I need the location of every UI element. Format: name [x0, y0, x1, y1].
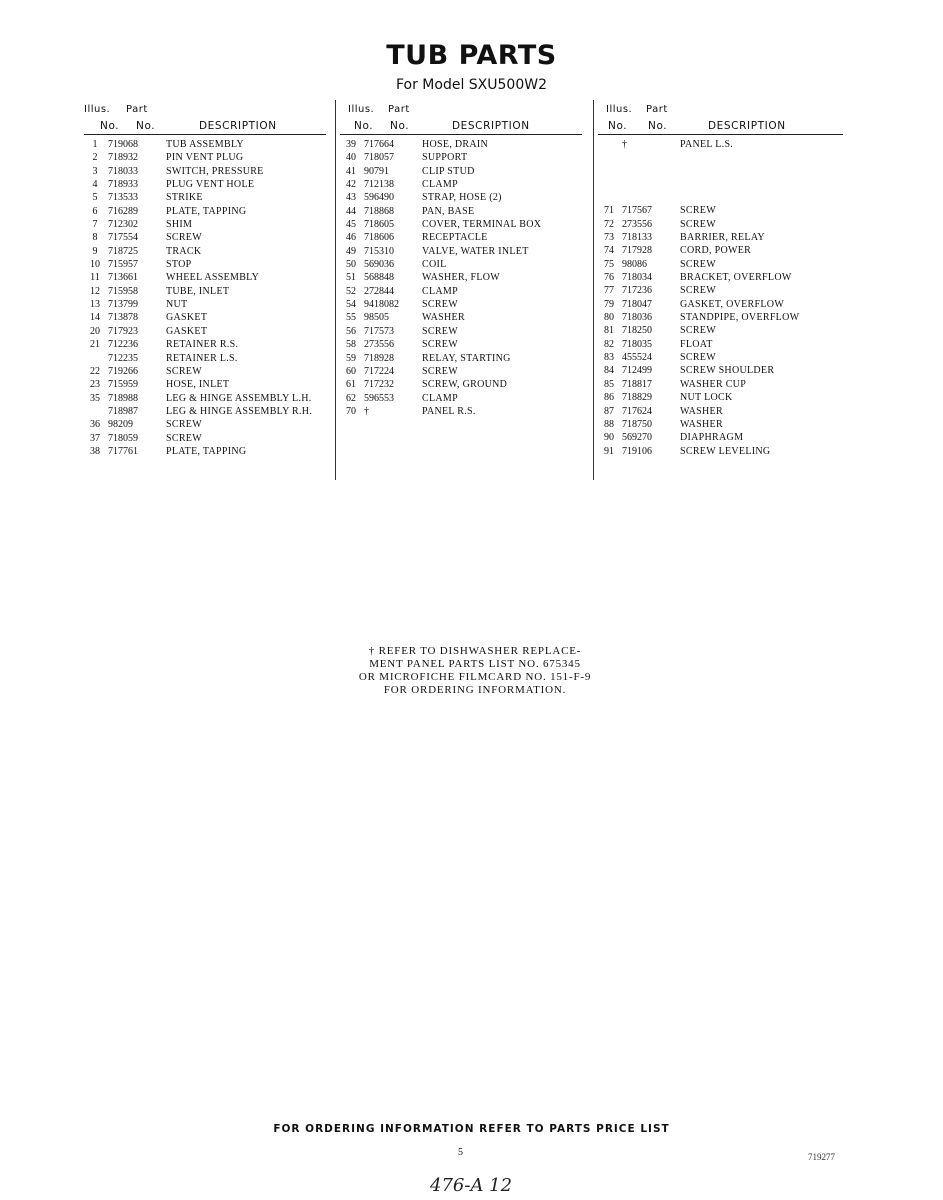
part-number: 717236 [622, 285, 652, 297]
header-row-top [598, 104, 843, 117]
table-row [84, 192, 326, 205]
table-row [84, 312, 326, 325]
part-number: 718829 [622, 392, 652, 404]
illus-number: 91 [604, 445, 614, 457]
part-number: 568848 [364, 272, 394, 284]
part-number: 717624 [622, 405, 652, 417]
illus-number: 71 [604, 205, 614, 217]
part-description: CLAMP [422, 179, 458, 191]
part-number: 718725 [108, 245, 138, 257]
part-number: 272844 [364, 285, 394, 297]
illus-number: 44 [346, 205, 356, 217]
part-number: 717664 [364, 139, 394, 150]
part-description: SCREW [422, 325, 458, 337]
table-row [598, 139, 843, 152]
table-row [84, 152, 326, 165]
replacement-panel-note [300, 645, 650, 697]
table-row [340, 179, 582, 192]
part-number: 718059 [108, 432, 138, 444]
illus-number: 45 [346, 219, 356, 231]
part-number: 718868 [364, 205, 394, 217]
illus-number: 73 [604, 232, 614, 244]
table-row [340, 166, 582, 179]
part-number: 717232 [364, 379, 394, 391]
part-description: WASHER [680, 405, 723, 417]
part-description: SHIM [166, 219, 193, 231]
header-no-illus: No. [100, 120, 120, 132]
part-description: BARRIER, RELAY [680, 232, 765, 244]
part-number: 713878 [108, 312, 138, 324]
part-number: 569270 [622, 432, 652, 444]
table-row [84, 246, 326, 259]
table-row [84, 286, 326, 299]
part-number: 717923 [108, 325, 138, 337]
table-row [598, 406, 843, 419]
table-row [84, 206, 326, 219]
part-number: 718750 [622, 418, 652, 430]
part-number: 98505 [364, 312, 389, 324]
header-no-illus: No. [354, 120, 374, 132]
part-description: STRIKE [166, 192, 203, 204]
part-description: RELAY, STARTING [422, 352, 511, 364]
header-part: Part [126, 104, 148, 115]
part-description: STRAP, HOSE (2) [422, 192, 502, 204]
illus-number: 84 [604, 365, 614, 377]
part-description: SCREW [680, 285, 716, 297]
part-description: SCREW [166, 432, 202, 444]
part-description: GASKET [166, 312, 208, 324]
part-number: † [364, 405, 369, 417]
table-row [84, 353, 326, 366]
table-row [84, 326, 326, 339]
part-number: 718988 [108, 392, 138, 404]
illus-number: 8 [92, 232, 98, 244]
table-row [340, 192, 582, 205]
illus-number: 20 [90, 325, 100, 337]
part-number: 718987 [108, 405, 138, 417]
part-description: CLIP STUD [422, 165, 475, 177]
illus-number: 90 [604, 432, 614, 444]
part-number: 455524 [622, 352, 652, 364]
illus-number: 80 [604, 312, 614, 324]
illus-number: 11 [90, 272, 100, 284]
part-number: 712138 [364, 179, 394, 191]
part-description: TUBE, INLET [166, 285, 230, 297]
part-description: GASKET [166, 325, 208, 337]
table-row [598, 419, 843, 432]
header-no-part: No. [136, 120, 156, 132]
table-row [598, 312, 843, 325]
illus-number: 14 [90, 312, 100, 324]
part-number: † [622, 139, 627, 150]
table-row [84, 339, 326, 352]
illus-number: 13 [90, 299, 100, 311]
part-description: SCREW [166, 419, 202, 431]
part-number: 715957 [108, 259, 138, 271]
illus-number: 3 [92, 165, 98, 177]
table-row [84, 166, 326, 179]
table-row [340, 299, 582, 312]
illus-number: 41 [346, 165, 356, 177]
part-description: SCREW [422, 365, 458, 377]
illus-number: 61 [346, 379, 356, 391]
part-number: 718033 [108, 165, 138, 177]
part-number: 596490 [364, 192, 394, 204]
part-description: LEG & HINGE ASSEMBLY L.H. [166, 392, 312, 404]
document-number: 719277 [808, 1152, 835, 1162]
parts-list-3-top [598, 139, 843, 152]
illus-number: 81 [604, 325, 614, 337]
parts-column-2 [340, 104, 582, 419]
table-row [340, 286, 582, 299]
part-number: 718047 [622, 298, 652, 310]
part-description: COIL [422, 259, 447, 271]
part-number: 718817 [622, 378, 652, 390]
part-description: SCREW, GROUND [422, 379, 508, 391]
header-row-bottom [84, 117, 326, 135]
illus-number: 2 [92, 152, 98, 164]
model-subtitle: For Model SXU500W2 [395, 77, 547, 93]
part-description: RETAINER R.S. [166, 339, 239, 351]
part-description: HOSE, DRAIN [422, 139, 489, 150]
part-number: 713533 [108, 192, 138, 204]
illus-number: 35 [90, 392, 100, 404]
header-row-top [84, 104, 326, 117]
illus-number: 4 [92, 179, 98, 191]
header-no-part: No. [648, 120, 668, 132]
illus-number: 88 [604, 418, 614, 430]
part-number: 9418082 [364, 299, 399, 311]
table-row [84, 139, 326, 152]
illus-number: 49 [346, 245, 356, 257]
part-number: 98209 [108, 419, 133, 431]
part-description: SCREW [422, 299, 458, 311]
table-row [598, 325, 843, 338]
illus-number: 10 [90, 259, 100, 271]
part-description: TRACK [166, 245, 202, 257]
illus-number: 43 [346, 192, 356, 204]
table-row [340, 353, 582, 366]
part-description: SCREW [680, 258, 716, 270]
table-row [84, 179, 326, 192]
part-description: WHEEL ASSEMBLY [166, 272, 260, 284]
part-description: PANEL L.S. [680, 139, 734, 150]
illus-number: 9 [92, 245, 98, 257]
part-number: 712302 [108, 219, 138, 231]
part-description: WASHER CUP [680, 378, 747, 390]
table-row [598, 285, 843, 298]
part-number: 718035 [622, 338, 652, 350]
part-description: WASHER [680, 418, 723, 430]
header-part: Part [646, 104, 668, 115]
header-row-bottom [598, 117, 843, 135]
illus-number: 21 [90, 339, 100, 351]
header-description: DESCRIPTION [199, 120, 277, 132]
table-row [84, 272, 326, 285]
part-number: 718606 [364, 232, 394, 244]
part-description: PLUG VENT HOLE [166, 179, 255, 191]
table-row [340, 232, 582, 245]
note-line: FOR ORDERING INFORMATION. [383, 684, 567, 696]
part-number: 717761 [108, 445, 138, 457]
illus-number: 54 [346, 299, 356, 311]
illus-number: 82 [604, 338, 614, 350]
illus-number: 59 [346, 352, 356, 364]
header-no-illus: No. [608, 120, 628, 132]
table-row [84, 406, 326, 419]
part-number: 716289 [108, 205, 138, 217]
illus-number: 60 [346, 365, 356, 377]
illus-number: 7 [92, 219, 98, 231]
illus-number: 42 [346, 179, 356, 191]
table-row [340, 152, 582, 165]
part-number: 717224 [364, 365, 394, 377]
part-number: 712236 [108, 339, 138, 351]
part-description: SCREW [680, 205, 716, 217]
table-row [84, 379, 326, 392]
part-number: 718928 [364, 352, 394, 364]
table-row [340, 259, 582, 272]
table-row [84, 259, 326, 272]
part-description: CLAMP [422, 392, 458, 404]
table-row [598, 379, 843, 392]
illus-number: 75 [604, 258, 614, 270]
table-row [340, 139, 582, 152]
illus-number: 23 [90, 379, 100, 391]
illus-number: 6 [92, 205, 98, 217]
part-description: SCREW SHOULDER [680, 365, 775, 377]
part-description: PLATE, TAPPING [166, 205, 247, 217]
table-row [598, 245, 843, 258]
table-row [598, 259, 843, 272]
part-description: STANDPIPE, OVERFLOW [680, 312, 800, 324]
illus-number: 76 [604, 272, 614, 284]
part-description: WASHER, FLOW [422, 272, 501, 284]
part-description: PAN, BASE [422, 205, 475, 217]
illus-number: 46 [346, 232, 356, 244]
part-description: FLOAT [680, 338, 713, 350]
part-number: 717567 [622, 205, 652, 217]
illus-number: 12 [90, 285, 100, 297]
header-illus: Illus. [606, 104, 633, 115]
part-description: PIN VENT PLUG [166, 152, 244, 164]
part-number: 718932 [108, 152, 138, 164]
table-row [598, 205, 843, 218]
parts-list-2 [340, 139, 582, 419]
part-number: 715958 [108, 285, 138, 297]
table-row [340, 339, 582, 352]
part-description: SCREW [422, 339, 458, 351]
part-number: 713661 [108, 272, 138, 284]
part-number: 596553 [364, 392, 394, 404]
part-description: SWITCH, PRESSURE [166, 165, 264, 177]
table-row [598, 365, 843, 378]
header-row-top [340, 104, 582, 117]
table-row [340, 272, 582, 285]
column-divider-2 [593, 100, 594, 480]
table-row [598, 219, 843, 232]
header-illus: Illus. [348, 104, 375, 115]
illus-number: 77 [604, 285, 614, 297]
parts-list-1 [84, 139, 326, 459]
header-part: Part [388, 104, 410, 115]
column-divider-1 [335, 100, 336, 480]
illus-number: 79 [604, 298, 614, 310]
part-description: NUT LOCK [680, 392, 733, 404]
part-description: COVER, TERMINAL BOX [422, 219, 542, 231]
illus-number: 52 [346, 285, 356, 297]
table-row [340, 326, 582, 339]
part-description: RETAINER L.S. [166, 352, 238, 364]
part-description: PANEL R.S. [422, 405, 476, 417]
illus-number: 5 [92, 192, 98, 204]
header-description: DESCRIPTION [452, 120, 530, 132]
table-row [340, 379, 582, 392]
table-row [598, 352, 843, 365]
part-number: 719068 [108, 139, 138, 150]
part-number: 718605 [364, 219, 394, 231]
illus-number: 70 [346, 405, 356, 417]
table-row [84, 299, 326, 312]
part-description: CLAMP [422, 285, 458, 297]
illus-number: 55 [346, 312, 356, 324]
part-description: LEG & HINGE ASSEMBLY R.H. [166, 405, 313, 417]
part-description: BRACKET, OVERFLOW [680, 272, 792, 284]
part-description: TUB ASSEMBLY [166, 139, 244, 150]
part-description: RECEPTACLE [422, 232, 488, 244]
illus-number: 86 [604, 392, 614, 404]
part-description: VALVE, WATER INLET [422, 245, 529, 257]
part-number: 717554 [108, 232, 138, 244]
parts-list-3 [598, 205, 843, 459]
part-description: SCREW [680, 352, 716, 364]
part-number: 273556 [364, 339, 394, 351]
part-number: 569036 [364, 259, 394, 271]
table-row [598, 232, 843, 245]
part-number: 717928 [622, 245, 652, 257]
part-number: 273556 [622, 218, 652, 230]
table-row [598, 272, 843, 285]
part-number: 713799 [108, 299, 138, 311]
table-row [598, 299, 843, 312]
part-number: 718034 [622, 272, 652, 284]
illus-number: 40 [346, 152, 356, 164]
note-line: OR MICROFICHE FILMCARD NO. 151-F-9 [358, 671, 592, 683]
illus-number: 51 [346, 272, 356, 284]
header-description: DESCRIPTION [708, 120, 786, 132]
part-number: 719266 [108, 365, 138, 377]
part-number: 715959 [108, 379, 138, 391]
illus-number: 83 [604, 352, 614, 364]
illus-number: 36 [90, 419, 100, 431]
header-illus: Illus. [84, 104, 111, 115]
handwritten-annotation: 476-A 12 [430, 1175, 513, 1196]
part-number: 90791 [364, 165, 389, 177]
part-number: 718133 [622, 232, 652, 244]
part-description: SCREW [680, 218, 716, 230]
parts-column-1 [84, 104, 326, 459]
ordering-footer: FOR ORDERING INFORMATION REFER TO PARTS PRICE LIST [273, 1123, 670, 1135]
illus-number: 85 [604, 378, 614, 390]
illus-number: 74 [604, 245, 614, 257]
part-description: GASKET, OVERFLOW [680, 298, 785, 310]
table-row [340, 406, 582, 419]
part-number: 718036 [622, 312, 652, 324]
table-row [84, 393, 326, 406]
part-number: 718933 [108, 179, 138, 191]
illus-number: 37 [90, 432, 100, 444]
note-line: † REFER TO DISHWASHER REPLACE- [368, 645, 582, 657]
table-row [598, 339, 843, 352]
table-row [340, 206, 582, 219]
part-description: SCREW [166, 365, 202, 377]
table-row [340, 393, 582, 406]
part-description: SUPPORT [422, 152, 468, 164]
part-description: STOP [166, 259, 192, 271]
illus-number: 1 [92, 139, 98, 150]
part-number: 715310 [364, 245, 394, 257]
illus-number: 22 [90, 365, 100, 377]
illus-number: 56 [346, 325, 356, 337]
part-description: SCREW LEVELING [680, 445, 771, 457]
illus-number: 72 [604, 218, 614, 230]
illus-number: 38 [90, 445, 100, 457]
part-description: DIAPHRAGM [680, 432, 744, 444]
header-no-part: No. [390, 120, 410, 132]
part-description: CORD, POWER [680, 245, 752, 257]
table-row [598, 446, 843, 459]
page-number: 5 [458, 1147, 463, 1158]
illus-number: 87 [604, 405, 614, 417]
part-description: NUT [166, 299, 188, 311]
part-description: SCREW [166, 232, 202, 244]
parts-column-3 [598, 104, 843, 459]
part-number: 718057 [364, 152, 394, 164]
part-number: 717573 [364, 325, 394, 337]
part-description: PLATE, TAPPING [166, 445, 247, 457]
note-line: MENT PANEL PARTS LIST NO. 675345 [369, 658, 581, 670]
table-row [84, 366, 326, 379]
part-number: 718250 [622, 325, 652, 337]
illus-number: 58 [346, 339, 356, 351]
illus-number: 50 [346, 259, 356, 271]
page-title: TUB PARTS [386, 40, 557, 71]
table-row [84, 219, 326, 232]
part-description: SCREW [680, 325, 716, 337]
table-row [84, 232, 326, 245]
table-row [84, 433, 326, 446]
table-row [340, 219, 582, 232]
part-number: 712499 [622, 365, 652, 377]
header-row-bottom [340, 117, 582, 135]
illus-number: 62 [346, 392, 356, 404]
part-number: 98086 [622, 258, 647, 270]
part-number: 719106 [622, 445, 652, 457]
part-number: 712235 [108, 352, 138, 364]
table-row [340, 366, 582, 379]
table-row [340, 246, 582, 259]
table-row [84, 419, 326, 432]
table-row [598, 432, 843, 445]
illus-number: 39 [346, 139, 356, 150]
table-row [598, 392, 843, 405]
part-description: WASHER [422, 312, 465, 324]
part-description: HOSE, INLET [166, 379, 230, 391]
table-row [340, 312, 582, 325]
table-row [84, 446, 326, 459]
